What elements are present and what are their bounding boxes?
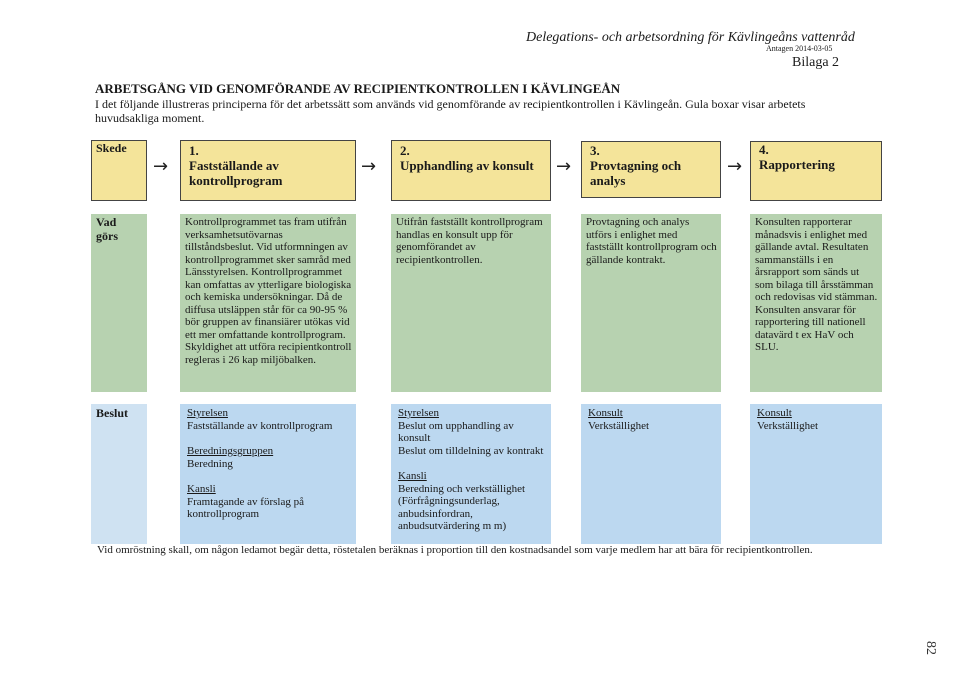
stage-name: Rapportering — [759, 157, 835, 172]
decision-box-3 — [581, 404, 721, 544]
page-number-handwritten: 82 — [923, 641, 938, 655]
decision-body-heading: Konsult — [588, 407, 623, 419]
stage-box-2 — [391, 140, 551, 201]
stage-name: Fastställande av kontrollprogram — [189, 158, 283, 188]
decision-body-heading: Kansli — [187, 483, 216, 495]
row-label-beslut — [91, 404, 147, 544]
appendix-label: Bilaga 2 — [792, 55, 840, 70]
decision-body-heading: Styrelsen — [398, 407, 439, 419]
decision-text: Fastställande av kontrollprogram — [187, 419, 333, 432]
activity-box-3: Provtagning och analys utförs i enlighet med fastställt kontrollprogram och gällande kontrakt. — [581, 214, 721, 392]
arrow-right-icon: → — [556, 156, 572, 177]
decision-text: Verkställighet — [757, 419, 819, 432]
intro-paragraph: I det följande illustreras principerna för det arbetssätt som används vid genomförande av recipientkontrollen i Kävlingeån. Gula boxar visar arbetets huvudsakliga moment. — [95, 97, 806, 125]
arrow-right-icon: → — [361, 156, 377, 177]
main-heading: ARBETSGÅNG VID GENOMFÖRANDE AV RECIPIENTKONTROLLEN I KÄVLINGEÅN — [95, 81, 621, 96]
stage-box-3 — [581, 141, 721, 198]
decision-box-2 — [391, 404, 551, 544]
stage-name: Provtagning och analys — [590, 158, 682, 188]
decision-box-4 — [750, 404, 882, 544]
decision-body-heading: Konsult — [757, 407, 792, 419]
decision-text: Beredning — [187, 457, 233, 470]
row-label-vad-text: Vad görs — [96, 215, 118, 243]
decision-text: Beslut om tilldelning av kontrakt — [398, 444, 544, 457]
stage-box-4 — [750, 141, 882, 201]
stage-number: 1. — [189, 143, 199, 158]
decision-body-heading: Styrelsen — [187, 407, 228, 419]
decision-body-heading: Kansli — [398, 470, 427, 482]
decision-text: Beslut om upphandling av konsult — [398, 419, 514, 444]
adoption-date: Antagen 2014-03-05 — [766, 44, 833, 53]
stage-box-1 — [180, 140, 356, 201]
row-label-skede — [91, 140, 147, 201]
stage-name: Upphandling av konsult — [400, 158, 534, 173]
activity-box-1: Kontrollprogrammet tas fram utifrån verksamhetsutövarnas tillståndsbeslut. Vid utformningen av kontrollprogrammet sker samråd med Länsstyrelsen. Kontrollprogrammet kan omfattas av ytterligare biologiska och kemiska undersökningar. Då de diffusa utsläppen står för ca 90-95 % bör gruppen av finansiärer utökas vid ett mer omfattande kontrollprogram. Skyldighet att utföra recipientkontroll regleras i 26 kap miljöbalken. — [180, 214, 356, 392]
decision-box-1 — [180, 404, 356, 544]
row-label-beslut-text: Beslut — [96, 406, 129, 420]
decision-text: Verkställighet — [588, 419, 650, 432]
footer-note: Vid omröstning skall, om någon ledamot begär detta, röstetalen beräknas i proportion till den kostnadsandel som varje medlem har att bära för recipientkontrollen. — [97, 544, 813, 556]
arrow-right-icon: → — [153, 156, 169, 177]
stage-number: 4. — [759, 142, 769, 157]
document-title: Delegations- och arbetsordning för Kävlingeåns vattenråd — [526, 30, 855, 45]
row-label-vad — [91, 214, 147, 392]
activity-box-4: Konsulten rapporterar månadsvis i enlighet med gällande avtal. Resultaten sammanställs i en årsrapport som sänds ut som bilaga till årsstämman och redovisas vid stämman. Konsulten ansvarar för rapportering till nationell datavärd t ex HaV och SLU. — [750, 214, 882, 392]
decision-text: Beredning och verkställighet (Förfrågningsunderlag, anbudsinfordran, anbudsutvärdering m m) — [398, 482, 526, 532]
stage-number: 2. — [400, 143, 410, 158]
decision-text: Framtagande av förslag på kontrollprogram — [187, 495, 304, 520]
stage-number: 3. — [590, 143, 600, 158]
arrow-right-icon: → — [727, 156, 743, 177]
activity-box-2: Utifrån fastställt kontrollprogram handlas en konsult upp för genomförandet av recipientkontrollen. — [391, 214, 551, 392]
row-label-skede-text: Skede — [96, 141, 127, 155]
decision-body-heading: Beredningsgruppen — [187, 445, 274, 457]
